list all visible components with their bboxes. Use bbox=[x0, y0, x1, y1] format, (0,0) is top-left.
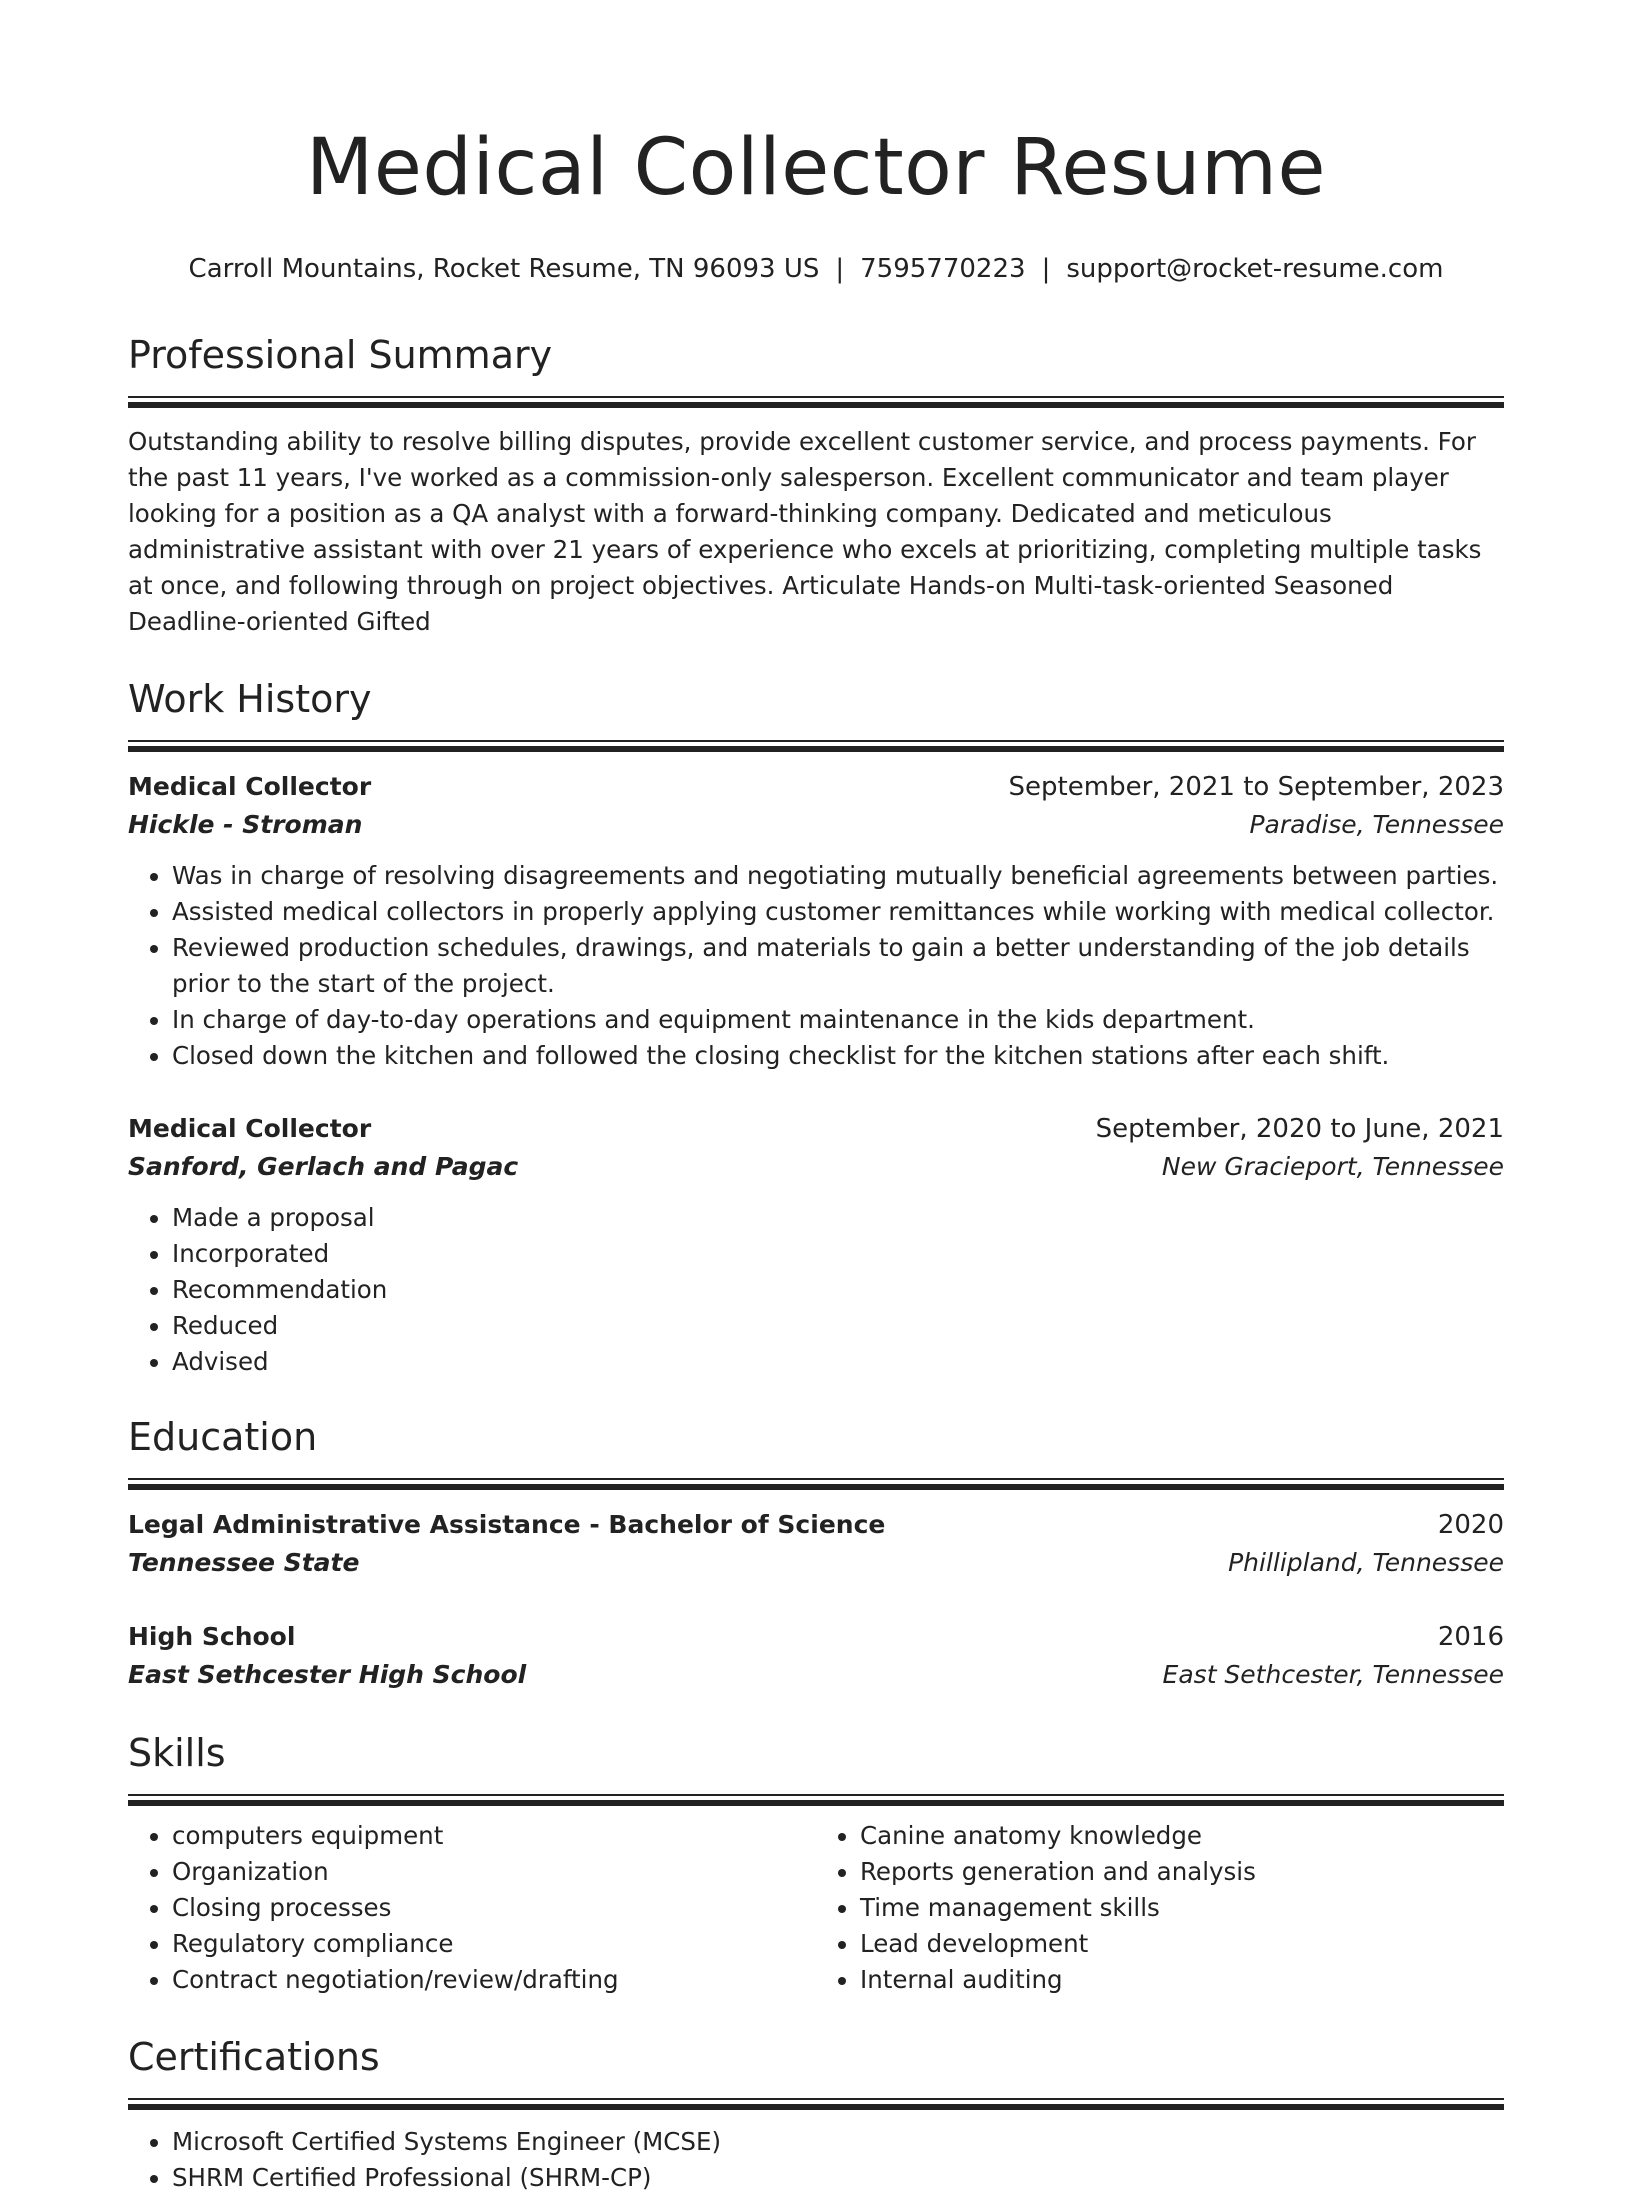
contact-phone: 7595770223 bbox=[860, 254, 1026, 284]
skills-section bbox=[128, 1730, 1504, 1998]
job-location: Paradise, Tennessee bbox=[1249, 810, 1504, 839]
section-title-skills: Skills bbox=[128, 1731, 226, 1775]
education-location: Phillipland, Tennessee bbox=[1228, 1548, 1504, 1577]
section-divider bbox=[128, 740, 1504, 752]
education-school: Tennessee State bbox=[128, 1548, 360, 1577]
education-location: East Sethcester, Tennessee bbox=[1162, 1660, 1504, 1689]
list-item: • Was in charge of resolving disagreements and negotiating mutually beneficial agreements between parties. bbox=[172, 858, 1504, 894]
education-entry bbox=[128, 1618, 1504, 1694]
list-item: • Microsoft Certified Systems Engineer (MCSE) bbox=[172, 2124, 1504, 2160]
section-divider bbox=[128, 396, 1504, 408]
job-role: Medical Collector bbox=[128, 772, 372, 801]
list-item: • Reduced bbox=[172, 1308, 1504, 1344]
section-title-summary: Professional Summary bbox=[128, 333, 553, 377]
certifications-list bbox=[128, 2124, 1504, 2196]
education-school: East Sethcester High School bbox=[128, 1660, 527, 1689]
job-entry bbox=[128, 768, 1504, 1074]
list-item: • Regulatory compliance bbox=[172, 1926, 816, 1962]
job-location: New Gracieport, Tennessee bbox=[1161, 1152, 1504, 1181]
job-bullets bbox=[128, 1200, 1504, 1380]
job-role: Medical Collector bbox=[128, 1114, 372, 1143]
contact-separator: | bbox=[835, 254, 845, 284]
education-degree: High School bbox=[128, 1622, 296, 1651]
list-item: • Reviewed production schedules, drawings, and materials to gain a better understanding of the job details prior to the start of the project. bbox=[172, 930, 1504, 1002]
education-year: 2016 bbox=[1437, 1622, 1504, 1652]
list-item: • SHRM Certified Professional (SHRM-CP) bbox=[172, 2160, 1504, 2196]
education-year: 2020 bbox=[1437, 1510, 1504, 1540]
education-degree: Legal Administrative Assistance - Bachelor of Science bbox=[128, 1510, 886, 1539]
section-divider bbox=[128, 1794, 1504, 1806]
contact-line bbox=[128, 252, 1504, 286]
list-item: • Organization bbox=[172, 1854, 816, 1890]
list-item: • Lead development bbox=[860, 1926, 1504, 1962]
section-divider bbox=[128, 2098, 1504, 2110]
list-item: • Closed down the kitchen and followed the closing checklist for the kitchen stations after each shift. bbox=[172, 1038, 1504, 1074]
section-divider bbox=[128, 1478, 1504, 1490]
list-item: • Assisted medical collectors in properly applying customer remittances while working with medical collector. bbox=[172, 894, 1504, 930]
job-dates: September, 2021 to September, 2023 bbox=[1008, 772, 1504, 802]
list-item: • Made a proposal bbox=[172, 1200, 1504, 1236]
list-item: • computers equipment bbox=[172, 1818, 816, 1854]
section-title-certifications: Certifications bbox=[128, 2035, 380, 2079]
contact-email[interactable]: support@rocket-resume.com bbox=[1066, 254, 1444, 284]
summary-section bbox=[128, 332, 1504, 640]
education-entry bbox=[128, 1506, 1504, 1582]
education-section bbox=[128, 1414, 1504, 1694]
list-item: • In charge of day-to-day operations and equipment maintenance in the kids department. bbox=[172, 1002, 1504, 1038]
work-history-section bbox=[128, 676, 1504, 1380]
list-item: • Closing processes bbox=[172, 1890, 816, 1926]
skills-columns bbox=[128, 1818, 1504, 1998]
skills-list-right bbox=[816, 1818, 1504, 1998]
skills-list-left bbox=[128, 1818, 816, 1998]
job-company: Hickle - Stroman bbox=[128, 810, 363, 839]
list-item: • Time management skills bbox=[860, 1890, 1504, 1926]
job-dates: September, 2020 to June, 2021 bbox=[1095, 1114, 1504, 1144]
resume-title: Medical Collector Resume bbox=[306, 123, 1326, 213]
list-item: • Internal auditing bbox=[860, 1962, 1504, 1998]
list-item: • Canine anatomy knowledge bbox=[860, 1818, 1504, 1854]
list-item: • Incorporated bbox=[172, 1236, 1504, 1272]
section-title-work-history: Work History bbox=[128, 677, 372, 721]
list-item: • Advised bbox=[172, 1344, 1504, 1380]
contact-separator: | bbox=[1041, 254, 1051, 284]
job-entry bbox=[128, 1110, 1504, 1380]
certifications-section bbox=[128, 2034, 1504, 2196]
section-title-education: Education bbox=[128, 1415, 318, 1459]
job-bullets bbox=[128, 858, 1504, 1074]
job-company: Sanford, Gerlach and Pagac bbox=[128, 1152, 519, 1181]
list-item: • Recommendation bbox=[172, 1272, 1504, 1308]
contact-address: Carroll Mountains, Rocket Resume, TN 96093 US bbox=[188, 254, 820, 284]
summary-text: Outstanding ability to resolve billing disputes, provide excellent customer service, and process payments. For the past 11 years, I've worked as a commission-only salesperson. Excellent communicator and team player looking for a position as a QA analyst with a forward-thinking company. Dedicated and meticulous administrative assistant with over 21 years of experience who excels at prioritizing, completing multiple tasks at once, and following through on project objectives. Articulate Hands-on Multi-task-oriented Seasoned Deadline-oriented Gifted bbox=[128, 427, 1482, 636]
list-item: • Reports generation and analysis bbox=[860, 1854, 1504, 1890]
list-item: • Contract negotiation/review/drafting bbox=[172, 1962, 816, 1998]
